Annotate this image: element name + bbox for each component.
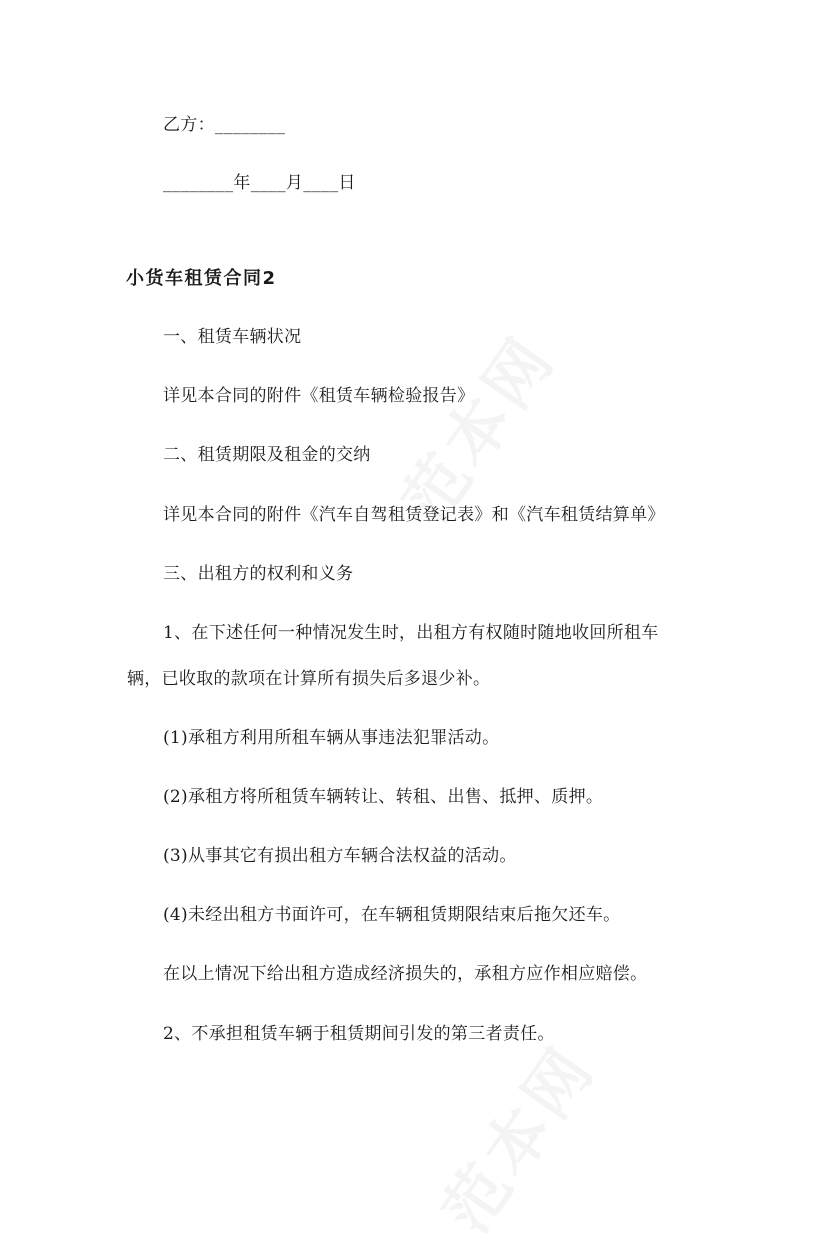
paragraph-continuation: 辆，已收取的款项在计算所有损失后多退少补。 xyxy=(127,669,491,689)
clause-heading-lessor: 三、出租方的权利和义务 xyxy=(163,564,354,584)
clause-heading-vehicle: 一、租赁车辆状况 xyxy=(163,327,302,347)
paragraph: 2、不承担租赁车辆于租赁期间引发的第三者责任。 xyxy=(163,1024,555,1044)
clause-heading-term: 二、租赁期限及租金的交纳 xyxy=(163,445,371,465)
paragraph: 在以上情况下给出租方造成经济损失的，承租方应作相应赔偿。 xyxy=(163,964,648,984)
date-line: ________年____月____日 xyxy=(163,173,356,193)
watermark-bottom xyxy=(417,1024,613,1248)
list-item: (1)承租方利用所租车辆从事违法犯罪活动。 xyxy=(163,728,500,748)
party-b-signature-line: 乙方：________ xyxy=(163,115,286,135)
paragraph: 1、在下述任何一种情况发生时，出租方有权随时随地收回所租车 xyxy=(163,623,659,643)
section-title: 小货车租赁合同2 xyxy=(126,268,277,289)
list-item: (3)从事其它有损出租方车辆合法权益的活动。 xyxy=(163,846,517,866)
paragraph: 详见本合同的附件《租赁车辆检验报告》 xyxy=(163,386,475,406)
list-item: (4)未经出租方书面许可，在车辆租赁期限结束后拖欠还车。 xyxy=(163,905,621,925)
list-item: (2)承租方将所租赁车辆转让、转租、出售、抵押、质押。 xyxy=(163,787,604,807)
paragraph: 详见本合同的附件《汽车自驾租赁登记表》和《汽车租赁结算单》 xyxy=(163,505,665,525)
